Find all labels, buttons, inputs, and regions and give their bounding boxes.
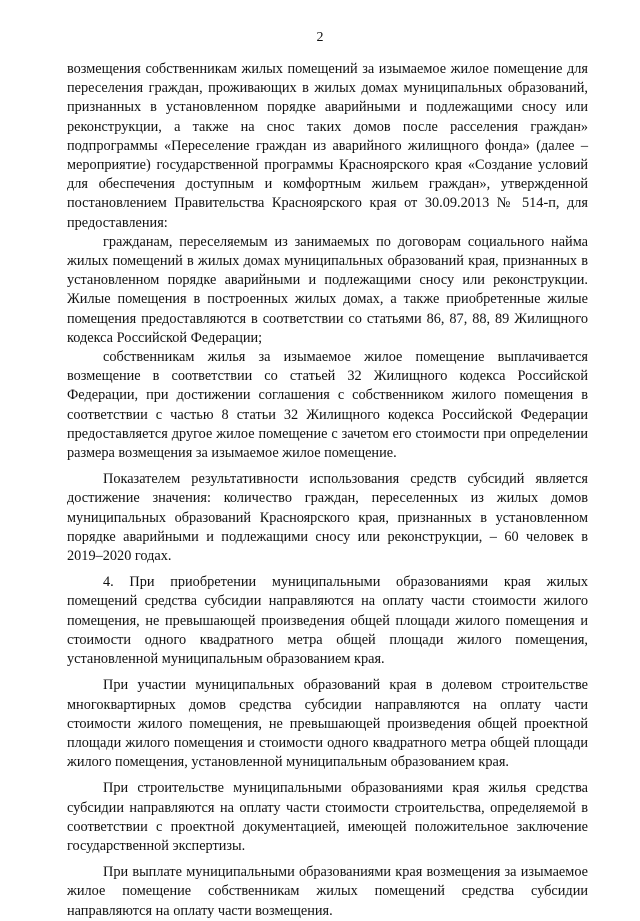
document-body — [67, 60, 588, 921]
paragraph-construction: При строительстве муниципальными образованиями края жилья средства субсидии направляются на оплату части стоимости строительства, определяемой в соответствии с проектной документацией, имеющей положительное заключение государственной экспертизы. — [67, 780, 588, 854]
paragraph-owners: собственникам жилья за изымаемое жилое помещение выплачивается возмещение в соответствии со статьей 32 Жилищного кодекса Российской Федерации, при достижении соглашения с собственником жилого помещения в соответствии с частью 8 статьи 32 Жилищного кодекса Российской Федерации предоставляется другое жилое помещение с зачетом его стоимости при определении размера возмещения за изымаемое жилое помещение. — [67, 349, 588, 462]
paragraph-compensation: При выплате муниципальными образованиями края возмещения за изымаемое жилое помещение собственникам жилых помещений средства субсидии направляются на оплату части возмещения. — [67, 864, 588, 919]
paragraph-shared-construction: При участии муниципальных образований края в долевом строительстве многоквартирных домов средства субсидии направляются на оплату части стоимости жилого помещения, не превышающей произведения общей проектной площади жилого помещения и стоимости одного квадратного метра общей площади жилого помещения, установленной муниципальным образованием края. — [67, 677, 588, 771]
paragraph-item-4-purchase: 4. При приобретении муниципальными образованиями края жилых помещений средства субсидии направляются на оплату части стоимости жилого помещения, не превышающей произведения общей площади жилого помещения и стоимости одного квадратного метра общей площади жилого помещения, установленной муниципальным образованием края. — [67, 574, 588, 668]
paragraph-performance-indicator: Показателем результативности использования средств субсидий является достижение значения: количество граждан, переселенных из жилых домов муниципальных образований Красноярского края, признанных в установленном порядке аварийными и подлежащими сносу или реконструкции, – 60 человек в 2019–2020 годах. — [67, 471, 588, 565]
page-number: 2 — [316, 30, 324, 45]
paragraph-citizens: гражданам, переселяемым из занимаемых по договорам социального найма жилых помещений в жилых домах муниципальных образований края, признанных в установленном порядке аварийными и подлежащими сносу или реконструкции. Жилые помещения в построенных жилых домах, а также приобретенные жилые помещения предоставляются в соответствии со статьями 86, 87, 88, 89 Жилищного кодекса Российской Федерации; — [67, 233, 588, 346]
paragraph-continuation: возмещения собственникам жилых помещений за изымаемое жилое помещение для переселения граждан, проживающих в жилых домах муниципальных образований, признанных в установленном порядке аварийными и подлежащими сносу или реконструкции, а также на снос таких домов после расселения граждан» подпрограммы «Переселение граждан из аварийного жилищного фонда» (далее – мероприятие) государственной программы Красноярского края «Создание условий для обеспечения доступным и комфортным жильем граждан», утвержденной постановлением Правительства Красноярского края от 30.09.2013 № 514-п, для предоставления: — [67, 61, 588, 231]
